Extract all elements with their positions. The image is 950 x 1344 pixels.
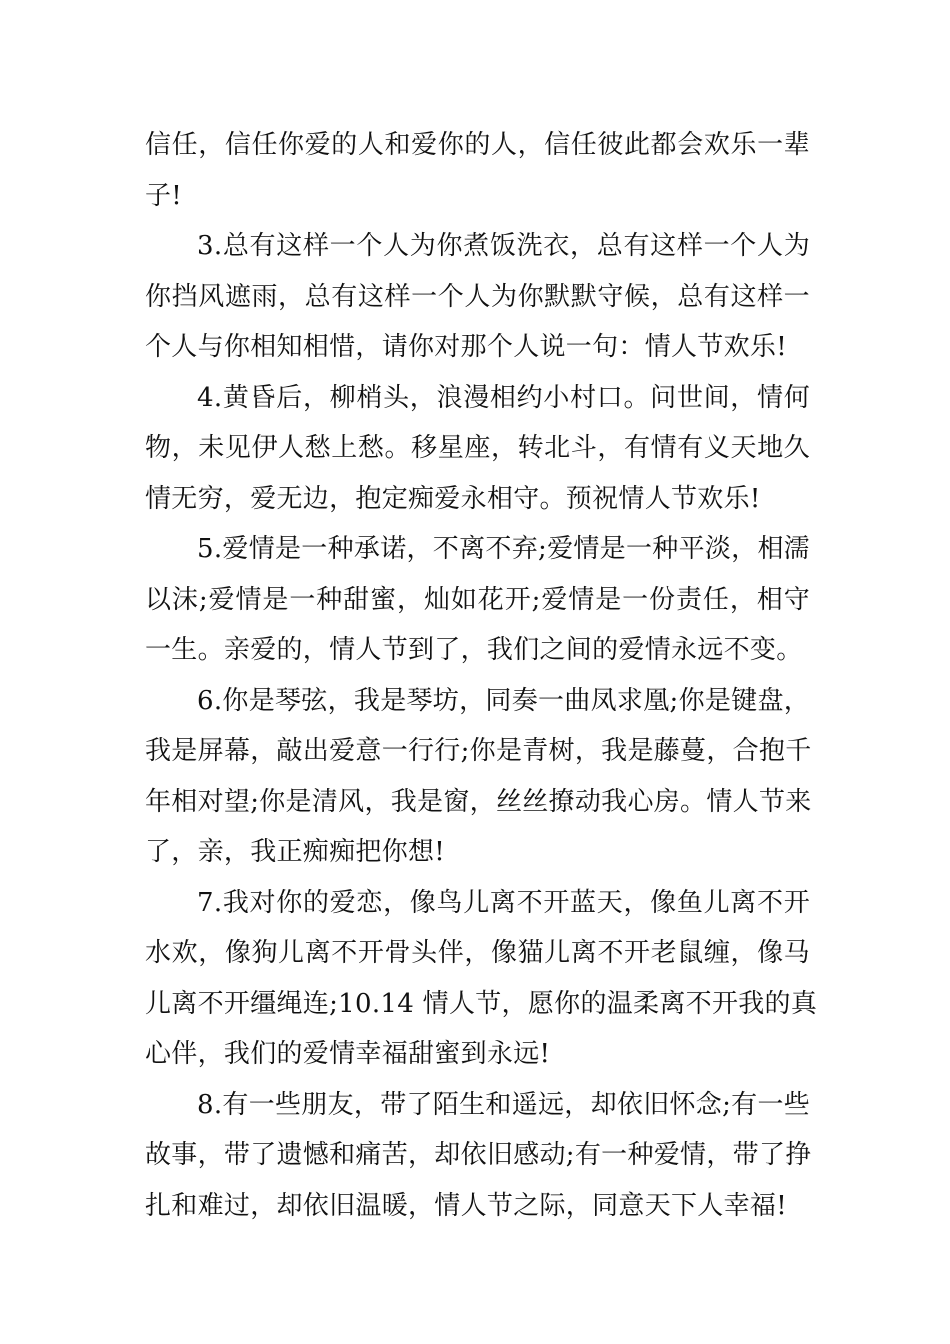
text-line: 8.有一些朋友，带了陌生和遥远，却依旧怀念;有一些	[197, 1089, 811, 1120]
paragraph-item-4	[145, 373, 810, 525]
text-line: 一生。亲爱的，情人节到了，我们之间的爱情永远不变。	[145, 635, 803, 665]
text-line: 3.总有这样一个人为你煮饭洗衣，总有这样一个人为	[197, 231, 810, 261]
paragraph-item-8	[145, 1080, 810, 1232]
text-line: 信任，信任你爱的人和爱你的人，信任彼此都会欢乐一辈	[145, 130, 810, 160]
text-line: 物，未见伊人愁上愁。移星座，转北斗，有情有义天地久	[145, 433, 810, 463]
paragraph-item-5	[145, 524, 810, 676]
text-line: 个人与你相知相惜，请你对那个人说一句：情人节欢乐!	[145, 332, 787, 362]
text-line: 7.我对你的爱恋，像鸟儿离不开蓝天，像鱼儿离不开	[197, 887, 810, 918]
text-line: 5.爱情是一种承诺，不离不弃;爱情是一种平淡，相濡	[197, 534, 811, 564]
paragraph-continued	[145, 120, 810, 221]
text-line: 4.黄昏后，柳梢头，浪漫相约小村口。问世间，情何	[197, 382, 810, 413]
text-line: 子!	[145, 180, 183, 211]
text-line: 了，亲，我正痴痴把你想!	[145, 837, 446, 867]
text-line: 我是屏幕，敲出爱意一行行;你是青树，我是藤蔓，合抱千	[145, 736, 812, 766]
paragraph-item-6	[145, 676, 810, 878]
text-line: 年相对望;你是清风，我是窗，丝丝撩动我心房。情人节来	[145, 786, 812, 817]
text-line: 以沫;爱情是一种甜蜜，灿如花开;爱情是一份责任，相守	[145, 584, 810, 615]
text-line: 你挡风遮雨，总有这样一个人为你默默守候，总有这样一	[145, 281, 810, 312]
paragraph-item-7	[145, 878, 818, 1080]
document-page	[145, 120, 818, 1231]
text-line: 心伴，我们的爱情幸福甜蜜到永远!	[145, 1039, 551, 1069]
text-line: 6.你是琴弦，我是琴坊，同奏一曲凤求凰;你是键盘，	[197, 685, 811, 716]
text-line: 扎和难过，却依旧温暖，情人节之际，同意天下人幸福!	[145, 1190, 787, 1221]
paragraph-item-3	[145, 221, 810, 373]
text-line: 儿离不开缰绳连;10.14 情人节，愿你的温柔离不开我的真	[145, 988, 818, 1019]
text-line: 故事，带了遗憾和痛苦，却依旧感动;有一种爱情，带了挣	[145, 1140, 812, 1170]
text-line: 情无穷，爱无边，抱定痴爱永相守。预祝情人节欢乐!	[145, 483, 761, 514]
text-line: 水欢，像狗儿离不开骨头伴，像猫儿离不开老鼠缠，像马	[145, 938, 810, 968]
